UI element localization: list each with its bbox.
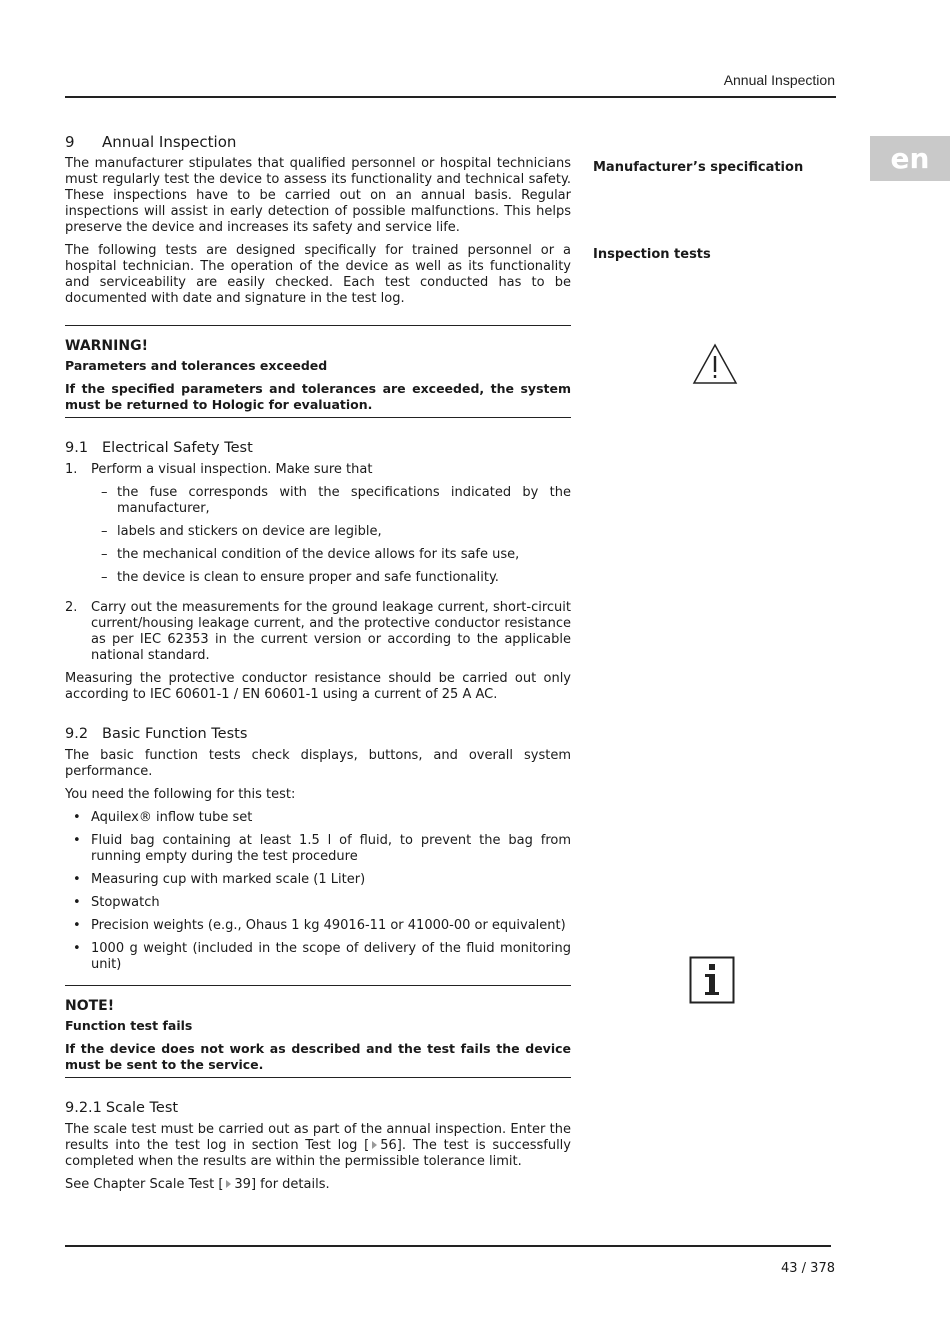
section-number: 9.1 [65, 440, 89, 456]
warning-body: If the specified parameters and tolerances are exceeded, the system must be returned to Hologic for evaluation. [65, 381, 571, 412]
page-reference-link[interactable]: 39 [234, 1177, 251, 1192]
section-number: 9.2.1 [65, 1100, 102, 1116]
list-item: • 1000 g weight (included in the scope of delivery of the fluid monitoring unit) [73, 941, 571, 972]
procedure-steps [65, 462, 571, 664]
list-item: • Precision weights (e.g., Ohaus 1 kg 49016-11 or 41000-00 or equivalent) [73, 918, 566, 933]
section-number: 9.2 [65, 726, 89, 742]
header-divider [65, 96, 836, 98]
step-text: Carry out the measurements for the ground leakage current, short-circuit current/housing leakage current, and the protective conductor resistance as per IEC 62353 in the current version or according to the applicable national standard. [91, 600, 571, 663]
paragraph-manufacturer: The manufacturer stipulates that qualified personnel or hospital technicians must regularly test the device to assess its functionality and technical safety. These inspections have to be carried out on an annual basis. Regular inspections will assist in early detection of possible malfunctions. This helps preserve the device and increases its safety and service life. [65, 156, 571, 235]
step-text: Perform a visual inspection. Make sure that [91, 462, 373, 477]
note-body: If the device does not work as described and the test fails the device must be sent to the service. [65, 1041, 571, 1072]
section-heading-9-2-1 [65, 1100, 571, 1116]
margin-label-manufacturer: Manufacturer’s specification [593, 160, 804, 175]
warning-subtitle: Parameters and tolerances exceeded [65, 358, 328, 373]
section-number: 9 [65, 133, 75, 151]
margin-label-inspection: Inspection tests [593, 247, 711, 262]
page-reference-link[interactable]: 56 [380, 1138, 397, 1153]
step-number: 2. [65, 600, 78, 615]
main-column [65, 134, 571, 1200]
list-item: – the fuse corresponds with the specifications indicated by the manufacturer, [101, 485, 571, 516]
section-title: Basic Function Tests [102, 726, 248, 742]
section-title: Electrical Safety Test [102, 440, 253, 456]
footer-divider [65, 1245, 831, 1247]
list-item: – the mechanical condition of the device allows for its safe use, [101, 547, 520, 562]
paragraph-requirements: You need the following for this test: [65, 787, 296, 802]
equipment-list [65, 810, 571, 973]
warning-box [65, 325, 571, 418]
step-item [65, 600, 571, 664]
note-subtitle: Function test fails [65, 1018, 193, 1033]
step-item [65, 462, 571, 593]
section-heading-9-1 [65, 440, 571, 456]
warning-triangle-icon [692, 343, 738, 385]
list-item: • Fluid bag containing at least 1.5 l of fluid, to prevent the bag from running empty during the test procedure [73, 833, 571, 864]
note-title: NOTE! [65, 998, 115, 1014]
paragraph-conductor-note: Measuring the protective conductor resistance should be carried out only according to IEC 60601-1 / EN 60601-1 using a current of 25 A AC. [65, 671, 571, 702]
list-item: – labels and stickers on device are legible, [101, 524, 382, 539]
section-heading-9-2 [65, 726, 571, 742]
info-icon [689, 956, 735, 1004]
step-number: 1. [65, 462, 78, 477]
section-title: Scale Test [105, 1100, 179, 1116]
language-tab: en [870, 136, 950, 181]
running-header: Annual Inspection [723, 72, 835, 88]
section-heading-9 [65, 134, 571, 150]
list-item: • Measuring cup with marked scale (1 Liter) [73, 872, 366, 887]
page-number: 43 / 378 [781, 1261, 835, 1276]
section-title: Annual Inspection [102, 133, 237, 151]
list-item: • Aquilex® inflow tube set [73, 810, 253, 825]
cross-reference-arrow-icon [372, 1141, 377, 1149]
cross-reference-arrow-icon [226, 1180, 231, 1188]
note-box [65, 985, 571, 1078]
paragraph-tests: The following tests are designed specifically for trained personnel or a hospital technician. The operation of the device as well as its functionality and serviceability are easily checked. Each test conducted has to be documented with date and signature in the test log. [65, 243, 571, 306]
paragraph-scale-test: The scale test must be carried out as part of the annual inspection. Enter the results into the test log in section Test log [ 56]. The test is successfully completed when the results are within the permissible tolerance limit. [65, 1122, 571, 1169]
paragraph-function-tests: The basic function tests check displays, buttons, and overall system performance. [65, 748, 571, 779]
list-item: • Stopwatch [73, 895, 160, 910]
list-item: – the device is clean to ensure proper and safe functionality. [101, 570, 499, 585]
warning-title: WARNING! [65, 338, 148, 354]
check-list [91, 485, 571, 586]
paragraph-see-chapter: See Chapter Scale Test [ 39] for details. [65, 1177, 330, 1192]
